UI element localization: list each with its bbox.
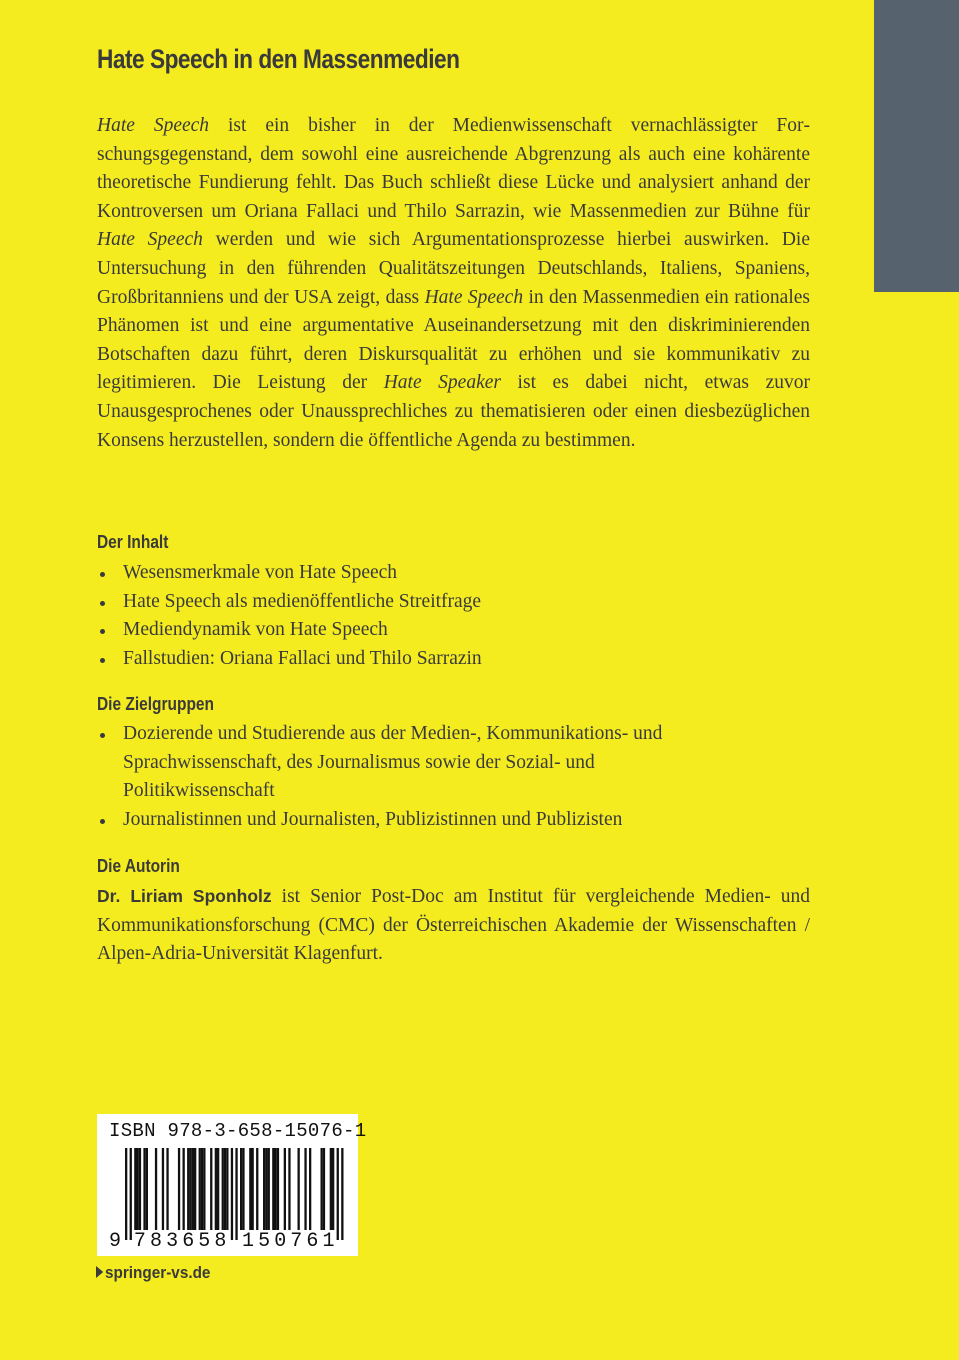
- barcode-bar: [242, 1148, 244, 1230]
- barcode-bar: [288, 1148, 290, 1230]
- ean-digit: 0: [274, 1230, 287, 1253]
- barcode-bar: [189, 1148, 191, 1230]
- ean-digit: 9: [109, 1230, 122, 1253]
- arrow-right-icon: [96, 1266, 103, 1278]
- zielgruppen-list: [97, 720, 737, 834]
- barcode-bar: [263, 1148, 265, 1230]
- ean-digit: 1: [322, 1230, 335, 1253]
- abstract-text: [97, 112, 810, 455]
- list-item: Journalistinnen und Journalisten, Publizistinnen und Publizisten: [97, 806, 823, 835]
- barcode-bar: [298, 1148, 300, 1230]
- ean-digit: 6: [182, 1230, 195, 1253]
- barcode-bar: [125, 1148, 127, 1240]
- abstract-segment: ist ein bisher in der Medienwissenschaft vernachlässigter Forschungsgegenstand, dem sowohl eine ausreichende Abgrenzung als auch eine kohärente theoretische Fundierung fehlt. Das Buch schließt diese Lücke und analysiert anhand der Kontroversen um Oriana Fallaci und Thilo Sarrazin, wie Massenmedien zur Bühne für: [97, 115, 810, 222]
- abstract-italic-term: Hate Speaker: [383, 372, 501, 394]
- barcode-bar: [134, 1148, 136, 1230]
- ean-digit: 1: [242, 1230, 255, 1253]
- barcode-bar: [268, 1148, 270, 1230]
- barcode-bar: [265, 1148, 267, 1230]
- barcode-bar: [201, 1148, 203, 1230]
- barcode-bar: [139, 1148, 141, 1230]
- barcode-bar: [252, 1148, 254, 1230]
- barcode-bar: [304, 1148, 306, 1230]
- barcode-bar: [272, 1148, 274, 1230]
- abstract-italic-term: Hate Speech: [97, 115, 210, 136]
- barcode-bar: [256, 1148, 258, 1230]
- barcode-bar: [183, 1148, 185, 1230]
- barcode-bar: [231, 1148, 233, 1240]
- abstract-segment: werden und wie sich Argumentationsprozesse hierbei auswirken. Die Untersuchung in den führenden Qualitätszeitungen Deutschlands, Italiens, Spaniens, Großbritanniens und der USA zeigt, dass: [97, 229, 810, 308]
- publisher-link[interactable]: [96, 1263, 210, 1283]
- barcode-bar: [217, 1148, 219, 1230]
- inhalt-heading: Der Inhalt: [97, 532, 169, 552]
- author-bio-text: ist Senior Post-Doc am Institut für vergleichende Medien- und Kommunikationsforschung (CMC) der Österreichischen Akademie der Wissenschaften / Alpen-Adria-Universität Klagenfurt.: [97, 886, 810, 965]
- barcode-bar: [130, 1148, 132, 1240]
- barcode-bar: [155, 1148, 157, 1230]
- barcode-bar: [203, 1148, 205, 1230]
- ean-digit: 6: [306, 1230, 319, 1253]
- barcode-bar: [321, 1148, 323, 1230]
- barcode-bar: [162, 1148, 164, 1230]
- barcode-bar: [332, 1148, 334, 1230]
- abstract-segment: ist es dabei nicht, etwas zuvor Unausgesprochenes oder Unaussprechliches zu thematisieren oder einen diesbezüglichen Konsens herzustellen, sondern die öffentliche Agenda zu bestimmen.: [97, 372, 810, 451]
- book-title: Hate Speech in den Massenmedien: [97, 44, 460, 74]
- ean-digit: 3: [166, 1230, 179, 1253]
- barcode-bar: [194, 1148, 196, 1230]
- abstract-segment: in den Massenmedien ein rationales Phänomen ist und eine argumentative Auseinandersetzung mit den diskriminierenden Botschaften dazu führt, deren Diskursqualität zu erhöhen und sie kommunikativ zu legitimieren. Die Leistung der: [97, 286, 811, 394]
- barcode-bar: [192, 1148, 194, 1230]
- publisher-label: springer-vs.de: [105, 1263, 211, 1282]
- list-item: Mediendynamik von Hate Speech: [97, 616, 482, 645]
- barcode-bar: [337, 1148, 339, 1240]
- ean-digit: 7: [290, 1230, 303, 1253]
- isbn-barcode: [97, 1114, 367, 1256]
- abstract-italic-term: Hate Speech: [424, 286, 524, 308]
- barcode-bar: [222, 1148, 224, 1230]
- barcode-bar: [323, 1148, 325, 1230]
- barcode-bar: [210, 1148, 212, 1230]
- barcode-bar: [284, 1148, 286, 1230]
- barcode-bar: [277, 1148, 279, 1230]
- barcode-bar: [224, 1148, 226, 1230]
- list-item: Fallstudien: Oriana Fallaci und Thilo Sarrazin: [97, 645, 482, 674]
- barcode-bar: [226, 1148, 228, 1230]
- inhalt-list: [97, 559, 482, 673]
- barcode-bar: [178, 1148, 180, 1230]
- ean-digit: 8: [214, 1230, 227, 1253]
- ean-digit: 8: [150, 1230, 163, 1253]
- barcode-bar: [341, 1148, 343, 1240]
- barcode-bar: [137, 1148, 139, 1230]
- ean-digit: 7: [133, 1230, 146, 1253]
- author-bio: [97, 882, 810, 969]
- abstract-italic-term: Hate Speech: [97, 229, 203, 251]
- author-name: Dr. Liriam Sponholz: [97, 886, 272, 906]
- barcode-bar: [275, 1148, 277, 1230]
- list-item: Wesensmerkmale von Hate Speech: [97, 559, 482, 588]
- barcode-bar: [240, 1148, 242, 1230]
- list-item: Hate Speech als medienöffentliche Streitfrage: [97, 588, 482, 617]
- barcode-bar: [215, 1148, 217, 1230]
- barcode-bar: [235, 1148, 237, 1240]
- ean-digit: 5: [198, 1230, 211, 1253]
- barcode-bar: [143, 1148, 145, 1230]
- barcode-bar: [199, 1148, 201, 1230]
- barcode-bar: [330, 1148, 332, 1230]
- list-item: Dozierende und Studierende aus der Medien-, Kommunikations- und Sprachwissenschaft, des Journalismus sowie der Sozial- und Politikwissenschaft: [97, 720, 737, 806]
- corner-color-block: [874, 0, 959, 292]
- zielgruppen-heading: Die Zielgruppen: [97, 694, 214, 714]
- barcode-bar: [187, 1148, 189, 1230]
- autorin-heading: Die Autorin: [97, 856, 180, 876]
- barcode-bar: [166, 1148, 168, 1230]
- barcode-bar: [309, 1148, 311, 1230]
- barcode-bar: [146, 1148, 148, 1230]
- barcode-bar: [249, 1148, 251, 1230]
- ean-digit: 5: [258, 1230, 271, 1253]
- isbn-label: ISBN 978-3-658-15076-1: [109, 1120, 367, 1142]
